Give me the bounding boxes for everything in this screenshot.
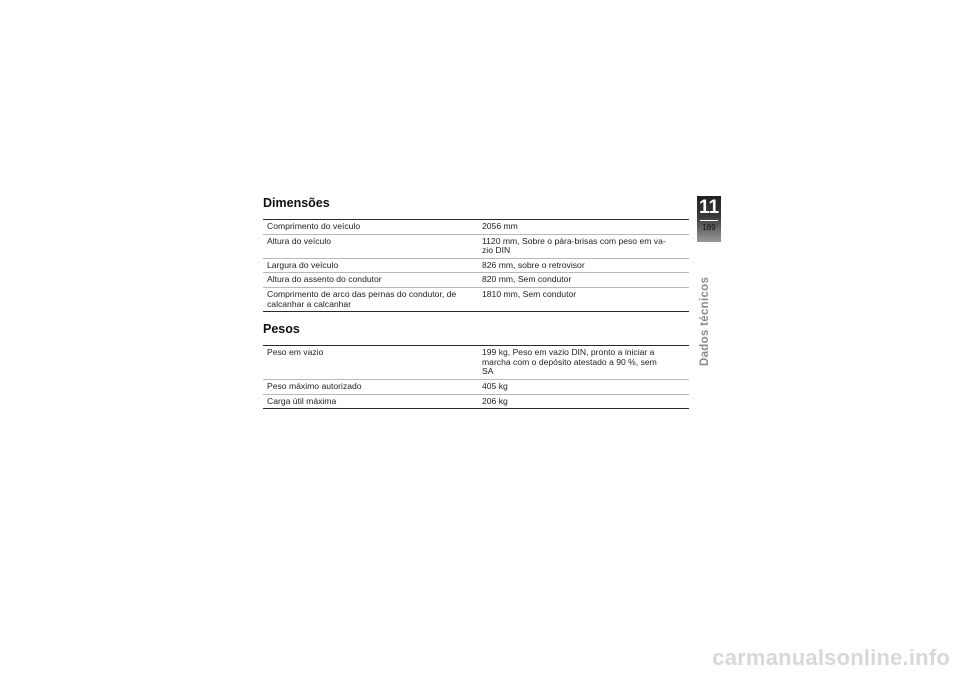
row-value: 199 kg, Peso em vazio DIN, pronto a iniciar a marcha com o depósito atestado a 90 %, sem SA: [482, 347, 657, 377]
table-row: [263, 234, 689, 258]
row-label: Comprimento do veículo: [267, 221, 361, 231]
chapter-number: 11: [698, 197, 720, 218]
row-value: 820 mm, Sem condutor: [482, 274, 572, 285]
row-value: 826 mm, sobre o retrovisor: [482, 259, 585, 270]
weights-table: [263, 345, 689, 409]
chapter-divider: [700, 220, 718, 221]
table-row: [263, 346, 689, 380]
row-value: 206 kg: [482, 395, 508, 406]
row-label: Comprimento de arco das pernas do condutor, de calcanhar a calcanhar: [267, 288, 457, 309]
watermark-text: carmanualsonline.info: [712, 645, 950, 670]
row-label: Altura do veículo: [267, 235, 332, 246]
weights-title: Pesos: [263, 322, 300, 337]
dimensions-table: [263, 219, 689, 312]
table-row: [263, 220, 689, 235]
section-spacer: [263, 312, 689, 322]
row-label: Peso em vazio: [267, 347, 324, 358]
row-value: 1810 mm, Sem condutor: [482, 288, 577, 299]
row-label: Largura do veículo: [267, 259, 339, 270]
chapter-section-title: Dados técnicos: [699, 276, 711, 366]
table-row: [263, 258, 689, 273]
row-label: Peso máximo autorizado: [267, 380, 362, 391]
table-row: [263, 394, 689, 409]
page-number: 189: [702, 223, 716, 232]
row-value: 1120 mm, Sobre o pára-brisas com peso em va- zio DIN: [482, 235, 666, 256]
row-value: 405 kg: [482, 380, 508, 391]
table-row: [263, 273, 689, 288]
row-label: Altura do assento do condutor: [267, 274, 382, 285]
table-row: [263, 379, 689, 394]
row-label: Carga útil máxima: [267, 395, 337, 406]
dimensions-title: Dimensões: [263, 196, 330, 210]
chapter-tab: [697, 196, 721, 242]
table-row: [263, 287, 689, 311]
row-value: 2056 mm: [482, 221, 518, 231]
spec-content: [263, 196, 689, 409]
